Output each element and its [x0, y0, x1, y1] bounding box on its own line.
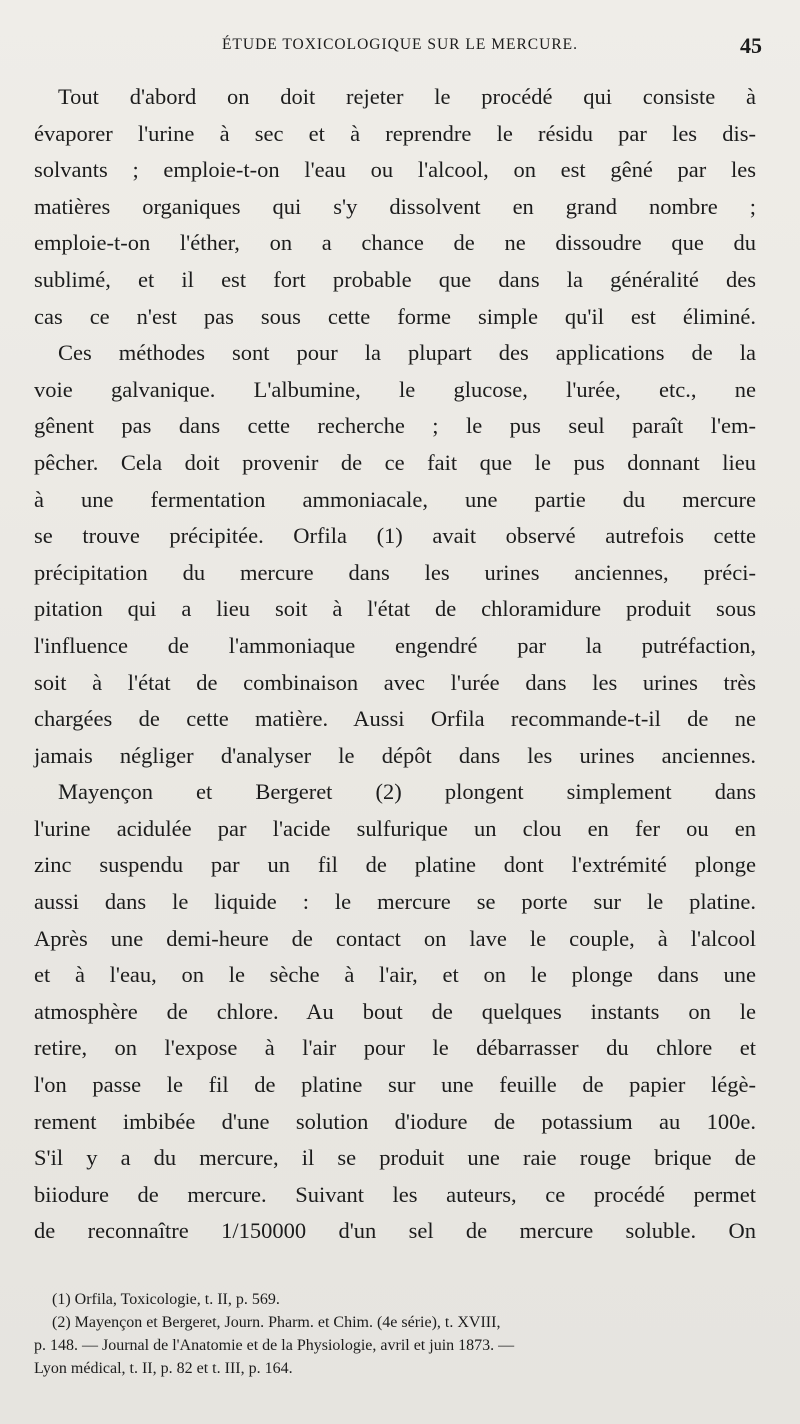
footnote-2-continuation: p. 148. — Journal de l'Anatomie et de la Physiologie, avril et juin 1873. —	[34, 1337, 515, 1354]
text-line: rement imbibée d'une solution d'iodure de potassium au 100e.	[34, 1108, 756, 1134]
text-line: l'influence de l'ammoniaque engendré par la putréfaction,	[34, 632, 756, 658]
text-line: soit à l'état de combinaison avec l'urée dans les urines très	[34, 669, 756, 695]
text-line: biiodure de mercure. Suivant les auteurs, ce procédé permet	[34, 1181, 756, 1207]
text-line: matières organiques qui s'y dissolvent en grand nombre ;	[34, 193, 756, 219]
text-line: gênent pas dans cette recherche ; le pus seul paraît l'em-	[34, 413, 756, 439]
footnote-2-continuation: Lyon médical, t. II, p. 82 et t. III, p. 164.	[34, 1360, 293, 1377]
text-line: évaporer l'urine à sec et à reprendre le résidu par les dis-	[34, 120, 756, 146]
page-header	[34, 33, 766, 60]
text-line: pitation qui a lieu soit à l'état de chloramidure produit sous	[34, 596, 756, 622]
text-line: S'il y a du mercure, il se produit une raie rouge brique de	[34, 1145, 756, 1171]
page-number: 45	[740, 33, 762, 58]
body-text	[34, 79, 756, 1250]
text-line: pêcher. Cela doit provenir de ce fait que le pus donnant lieu	[34, 449, 756, 475]
text-line: se trouve précipitée. Orfila (1) avait observé autrefois cette	[34, 523, 756, 549]
text-line: sublimé, et il est fort probable que dans la généralité des	[34, 266, 756, 292]
text-line: jamais négliger d'analyser le dépôt dans les urines anciennes.	[34, 742, 756, 768]
text-line: Ces méthodes sont pour la plupart des applications de la	[58, 340, 756, 366]
text-line: Après une demi-heure de contact on lave le couple, à l'alcool	[34, 925, 756, 951]
text-line: l'urine acidulée par l'acide sulfurique un clou en fer ou en	[34, 815, 756, 841]
text-line: chargées de cette matière. Aussi Orfila recommande-t-il de ne	[34, 706, 756, 732]
text-line: zinc suspendu par un fil de platine dont l'extrémité plonge	[34, 852, 756, 878]
text-line: et à l'eau, on le sèche à l'air, et on le plonge dans une	[34, 962, 756, 988]
text-line: précipitation du mercure dans les urines anciennes, préci-	[34, 559, 756, 585]
text-line: l'on passe le fil de platine sur une feuille de papier légè-	[34, 1072, 756, 1098]
text-line: de reconnaître 1/150000 d'un sel de mercure soluble. On	[34, 1218, 756, 1244]
running-title: ÉTUDE TOXICOLOGIQUE SUR LE MERCURE.	[221, 36, 579, 53]
text-line: solvants ; emploie-t-on l'eau ou l'alcool, on est gêné par les	[34, 157, 756, 183]
footnotes	[34, 1288, 756, 1380]
text-line: cas ce n'est pas sous cette forme simple qu'il est éliminé.	[34, 303, 756, 329]
footnote-2: (2) Mayençon et Bergeret, Journ. Pharm. et Chim. (4e série), t. XVIII,	[52, 1314, 501, 1331]
text-line: atmosphère de chlore. Au bout de quelques instants on le	[34, 998, 756, 1024]
text-line: à une fermentation ammoniacale, une partie du mercure	[34, 486, 756, 512]
text-line: emploie-t-on l'éther, on a chance de ne dissoudre que du	[34, 230, 756, 256]
text-line: Mayençon et Bergeret (2) plongent simplement dans	[58, 779, 756, 805]
footnote-1: (1) Orfila, Toxicologie, t. II, p. 569.	[52, 1291, 280, 1308]
text-line: aussi dans le liquide : le mercure se porte sur le platine.	[34, 889, 756, 915]
text-line: voie galvanique. L'albumine, le glucose, l'urée, etc., ne	[34, 376, 756, 402]
text-line: retire, on l'expose à l'air pour le débarrasser du chlore et	[34, 1035, 756, 1061]
text-line: Tout d'abord on doit rejeter le procédé qui consiste à	[58, 84, 756, 109]
